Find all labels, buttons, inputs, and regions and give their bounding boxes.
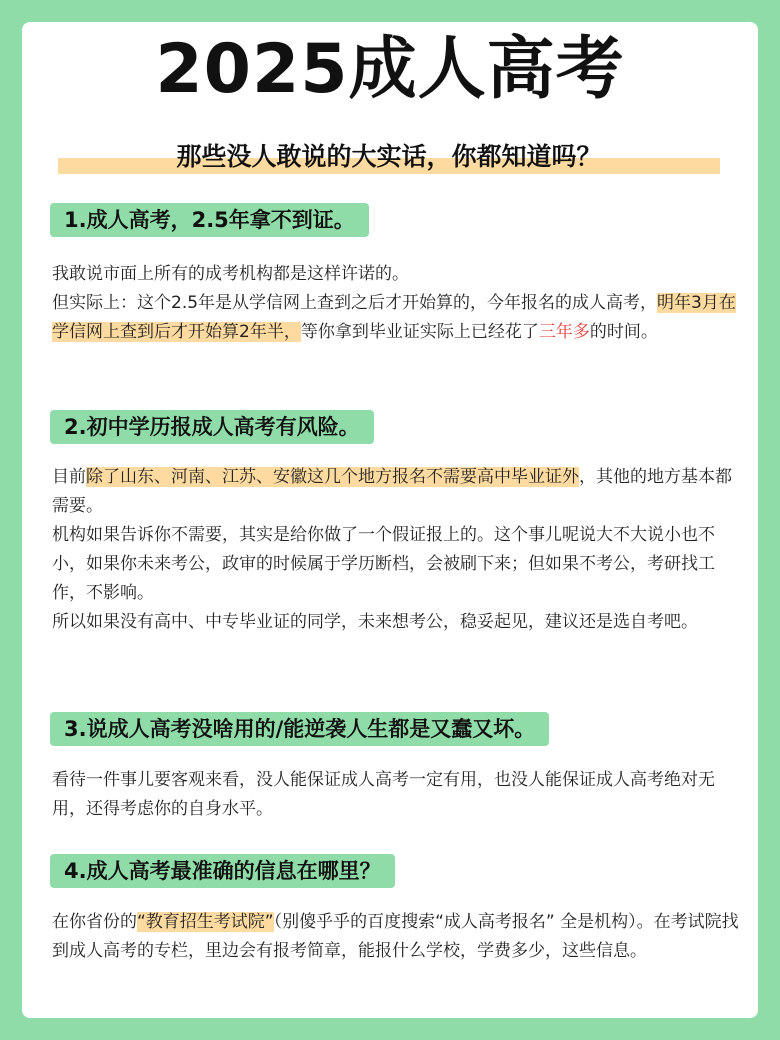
section-2-paragraph-1 <box>52 463 742 521</box>
section-1-highlight: 明年3月在学信网上查到后才开始算2年半， <box>52 293 736 342</box>
section-1-heading: 1.成人高考，2.5年拿不到证。 <box>50 203 369 237</box>
section-2-highlight: 除了山东、河南、江苏、安徽这几个地方报名不需要高中毕业证外 <box>86 467 579 487</box>
section-3-paragraph-1: 看待一件事儿要客观来看，没人能保证成人高考一定有用，也没人能保证成人高考绝对无用，还得考虑你的自身水平。 <box>52 770 715 819</box>
section-1-paragraph-1: 我敢说市面上所有的成考机构都是这样许诺的。 <box>52 264 409 284</box>
section-3-body <box>52 766 742 824</box>
section-1-paragraph-2 <box>52 289 742 347</box>
section-2-heading: 2.初中学历报成人高考有风险。 <box>50 410 374 444</box>
section-4-text: 在你省份的 <box>52 912 137 932</box>
section-1-text-end: 的时间。 <box>589 322 658 342</box>
section-4-highlight: “教育招生考试院” <box>137 912 274 932</box>
section-2-body <box>52 463 742 637</box>
section-1-body <box>52 260 742 347</box>
section-1-red-emphasis: 三年多 <box>538 322 590 342</box>
subtitle-block <box>58 140 720 176</box>
section-2-text-cont: ，其他的地方基本都需要。 <box>52 467 732 516</box>
section-2-paragraph-3: 所以如果没有高中、中专毕业证的同学，未来想考公，稳妥起见，建议还是选自考吧。 <box>52 612 698 632</box>
section-1-text-cont: 等你拿到毕业证实际上已经花了 <box>300 322 539 342</box>
section-4-body <box>52 908 742 966</box>
section-4-paragraph-1 <box>52 908 742 966</box>
page-subtitle: 那些没人敢说的大实话，你都知道吗？ <box>176 142 602 171</box>
section-4-text-cont: （别傻乎乎的百度搜索“成人高考报名” 全是机构）。在考试院找到成人高考的专栏，里边会有报考简章，能报什么学校，学费多少，这些信息。 <box>52 912 739 961</box>
page-title: 2025成人高考 <box>155 30 625 109</box>
section-1-text: 但实际上：这个2.5年是从学信网上查到之后才开始算的，今年报名的成人高考， <box>52 293 658 313</box>
section-4-heading: 4.成人高考最准确的信息在哪里？ <box>50 854 395 888</box>
section-2-text: 目前 <box>52 467 86 487</box>
section-2-paragraph-2: 机构如果告诉你不需要，其实是给你做了一个假证报上的。这个事儿呢说大不大说小也不小，如果你未来考公，政审的时候属于学历断档，会被刷下来；但如果不考公，考研找工作，不影响。 <box>52 525 715 603</box>
section-3-heading: 3.说成人高考没啥用的/能逆袭人生都是又蠢又坏。 <box>50 712 549 746</box>
